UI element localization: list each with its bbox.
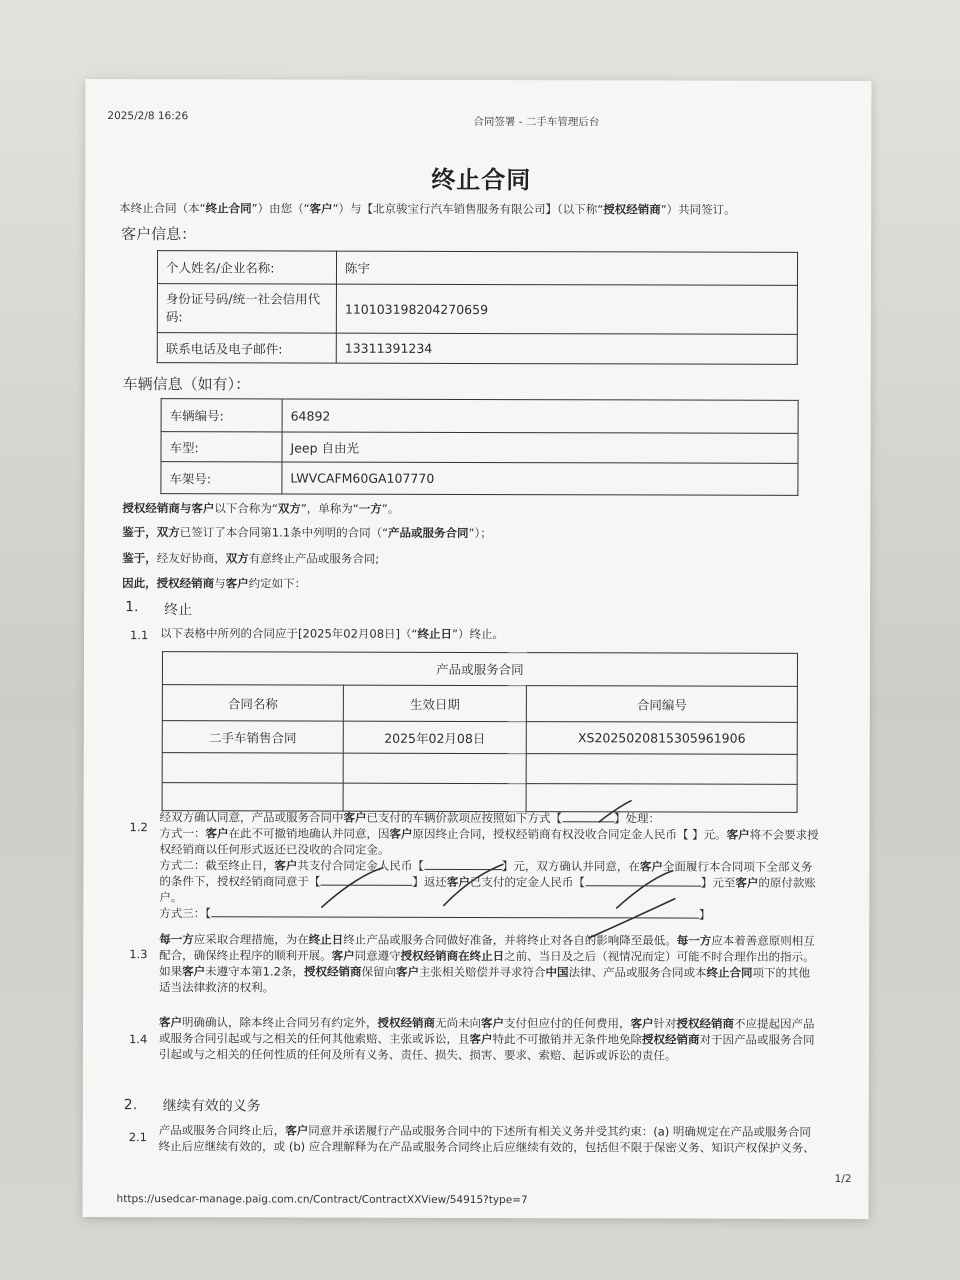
clause-1-2-text: 经双方确认同意，产品或服务合同中客户已支付的车辆价款项应按照如下方式【 】处理： 方式一：客户在此不可撤销地确认并同意，因客户原因终止合同，授权经销商有权没收合同定金人民币【 】元。客户将不会要求授 权经销商以任何形式返还已没收的合同定金。 方式二：截至终止日，客户共支付合同定金人民币【 】元，双方确认并同意，在客户全面履行本合同项下全部义务 的条件下，授权经销商同意于【 】返还客户已支付的定金人民币【 】元至客户的原付款账 户。 方式三：【 】 <box>159 810 819 922</box>
vehicle-no-value: 64892 <box>282 399 798 433</box>
clause-1-2-number: 1.2 <box>129 820 148 835</box>
clause-1-4-text: 客户明确确认，除本终止合同另有约定外，授权经销商无尚未向客户支付但应付的任何费用，客户针对授权经销商不应提起因产品 或服务合同引起或与之相关的任何其他索赔、主张或诉讼，且客户特此不可撤销并无条件地免除授权经销商对于因产品或服务合同 引起或与之相关的任何性质的任何及所有义务、责任、损失、损害、要求、索赔、起诉或诉讼的责任。 <box>158 1015 815 1063</box>
parties-definition: 授权经销商与客户以下合称为“双方”，单称为“一方”。 <box>122 501 400 516</box>
whereas-clause-2: 鉴于，经友好协商，双方有意终止产品或服务合同; <box>122 551 380 566</box>
cell-effective-date: 2025年02月08日 <box>343 721 526 753</box>
customer-name-value: 陈宇 <box>336 251 797 285</box>
clause-1-1-text: 以下表格中所列的合同应于[2025年02月08日]（“终止日”）终止。 <box>160 626 504 642</box>
cell-contract-number: XS2025020815305961906 <box>526 722 797 755</box>
clause-1-1-number: 1.1 <box>130 628 149 643</box>
customer-id-value: 110103198204270659 <box>336 284 797 334</box>
customer-contact-value: 13311391234 <box>336 333 797 364</box>
clause-1-3-number: 1.3 <box>129 947 148 962</box>
whereas-clause-1: 鉴于，双方已签订了本合同第1.1条中列明的合同（“产品或服务合同”）； <box>122 525 492 541</box>
vehicle-vin-label: 车架号: <box>161 462 282 494</box>
column-contract-name: 合同名称 <box>162 685 343 721</box>
cell-contract-name: 二手车销售合同 <box>162 721 343 753</box>
footer-url: https://usedcar-manage.paig.com.cn/Contract/ContractXXView/54915?type=7 <box>116 1193 528 1207</box>
customer-info-heading: 客户信息： <box>121 225 197 244</box>
section-2-number: 2. <box>123 1097 138 1114</box>
page-number: 1/2 <box>834 1172 852 1185</box>
clause-1-3-text: 每一方应采取合理措施，为在终止日终止产品或服务合同做好准备，并将终止对各自的影响降至最低。每一方应本着善意原则相互 配合，确保终止程序的顺利开展。客户同意遵守授权经销商在终止日之前、当日及之后（视情况而定）可能不时合理作出的指示。 如果客户未遵守本第1.2条，授权经销商保留向客户主张相关赔偿并寻求符合中国法律、产品或服务合同或本终止合同项下的其他 适当法律救济的权利。 <box>159 932 815 995</box>
vehicle-model-value: Jeep 自由光 <box>282 432 798 463</box>
customer-id-label: 身份证号码/统一社会信用代码: <box>157 284 336 333</box>
customer-contact-label: 联系电话及电子邮件: <box>157 333 336 363</box>
clause-1-4-number: 1.4 <box>128 1032 148 1047</box>
column-effective-date: 生效日期 <box>343 685 526 721</box>
customer-name-label: 个人姓名/企业名称: <box>157 251 336 284</box>
document-title: 终止合同 <box>431 165 532 195</box>
column-contract-number: 合同编号 <box>526 686 797 723</box>
intro-paragraph: 本终止合同（本“终止合同”）由您（“客户”）与【北京骏宝行汽车销售服务有限公司】（以下称“授权经销商”）共同签订。 <box>119 201 736 217</box>
clause-2-1-number: 2.1 <box>128 1130 148 1145</box>
vehicle-info-heading: 车辆信息（如有）： <box>122 375 251 394</box>
vehicle-vin-value: LWVCAFM60GA107770 <box>282 462 798 495</box>
section-1-number: 1. <box>125 599 139 616</box>
product-table-header: 产品或服务合同 <box>162 652 797 687</box>
vehicle-no-label: 车辆编号: <box>161 399 282 432</box>
vehicle-model-label: 车型: <box>161 432 282 462</box>
print-datetime: 2025/2/8 16:26 <box>107 110 189 123</box>
print-page-title: 合同签署 - 二手车管理后台 <box>473 115 600 129</box>
contract-page <box>83 79 872 1219</box>
section-2-title: 继续有效的义务 <box>162 1098 261 1115</box>
section-1-title: 终止 <box>164 602 193 619</box>
therefore-clause: 因此，授权经销商与客户约定如下： <box>122 576 307 591</box>
clause-2-1-text: 产品或服务合同终止后，客户同意并承诺履行产品或服务合同中的下述所有相关义务并受其约束：(a) 明确规定在产品或服务合同 终止后应继续有效的，或 (b) 应合理解释为在产品或服务合同终止后应继续有效的，包括但不限于保密义务、知识产权保护义务、 <box>158 1123 815 1155</box>
